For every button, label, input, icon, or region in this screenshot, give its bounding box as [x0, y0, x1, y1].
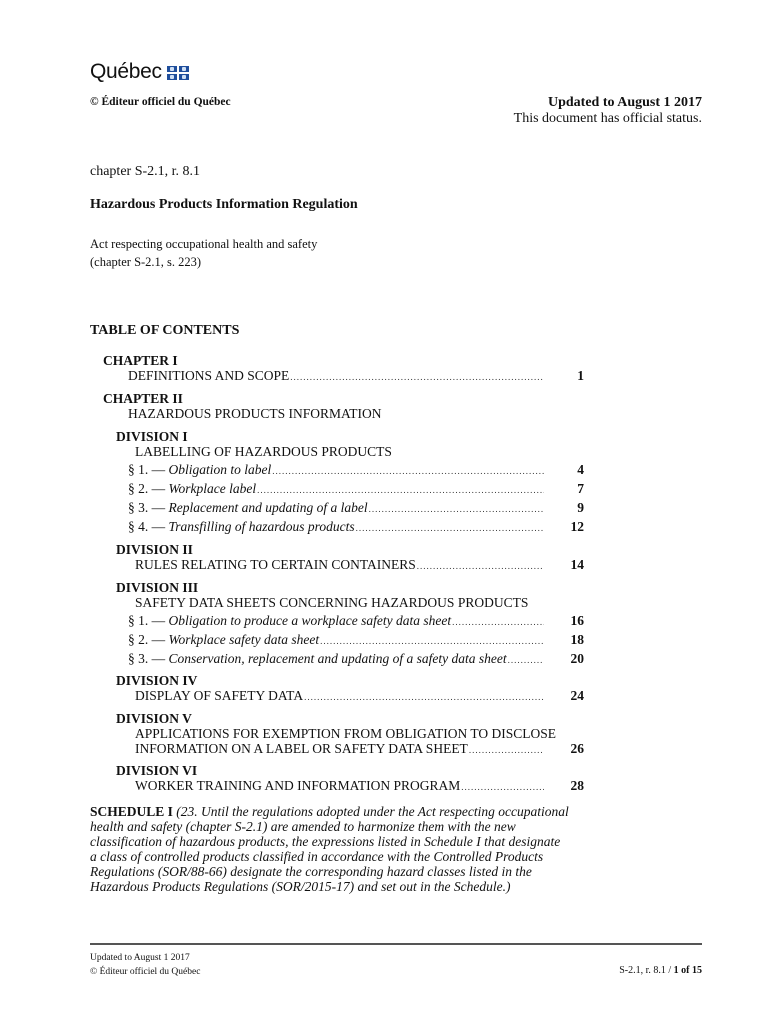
update-status [514, 95, 702, 127]
section-title: Obligation to produce a workplace safety data sheet [168, 613, 452, 628]
leader-dots [508, 653, 544, 668]
leader-dots [417, 559, 544, 574]
leader-dots [356, 521, 544, 536]
page-number: 28 [570, 778, 584, 793]
toc-entry-worker-training[interactable] [135, 778, 584, 795]
footer-left [90, 951, 200, 979]
toc-entry-text: DEFINITIONS AND SCOPE [128, 368, 290, 383]
page-number: 20 [570, 651, 584, 666]
toc-section-obligation-label[interactable] [128, 462, 584, 479]
footer-editor: © Éditeur officiel du Québec [90, 967, 201, 977]
toc-section-conservation-sds[interactable] [128, 651, 584, 668]
section-number: § 1. — [128, 462, 169, 477]
document-title: Hazardous Products Information Regulation [90, 197, 358, 212]
page-number: 14 [570, 557, 584, 572]
toc-division-4-label: DIVISION IV [116, 673, 198, 688]
toc-section-workplace-sds[interactable] [128, 632, 584, 649]
act-name: Act respecting occupational health and safety [90, 237, 318, 251]
page-number: 16 [570, 613, 584, 628]
page-number: 18 [570, 632, 584, 647]
leader-dots [257, 483, 544, 498]
leader-dots [304, 690, 544, 705]
footer-page-ref [619, 965, 702, 976]
section-number: § 4. — [128, 519, 169, 534]
act-citation: (chapter S-2.1, s. 223) [90, 255, 202, 269]
publisher-label: © Éditeur officiel du Québec [90, 96, 231, 108]
section-number: § 3. — [128, 651, 169, 666]
toc-entry-text: RULES RELATING TO CERTAIN CONTAINERS [135, 557, 416, 572]
section-number: § 2. — [128, 481, 169, 496]
toc-entry-safety-data-sheets[interactable]: SAFETY DATA SHEETS CONCERNING HAZARDOUS PRODUCTS [135, 595, 529, 610]
footer-updated: Updated to August 1 2017 [90, 953, 190, 963]
toc-section-obligation-sds[interactable] [128, 613, 584, 630]
toc-chapter-2-label: CHAPTER II [103, 391, 183, 406]
section-title: Conservation, replacement and updating of a safety data sheet [168, 651, 507, 666]
section-title: Transfilling of hazardous products [168, 519, 355, 534]
toc-section-replacement-label[interactable] [128, 500, 584, 517]
page-number: 4 [577, 462, 584, 477]
leader-dots [369, 502, 544, 517]
page-number: 9 [577, 500, 584, 515]
quebec-logo [90, 60, 189, 84]
page-number: 7 [577, 481, 584, 496]
toc-section-transfilling[interactable] [128, 519, 584, 536]
official-status: This document has official status. [513, 111, 702, 126]
page-number: 12 [570, 519, 584, 534]
toc-entry-labelling[interactable]: LABELLING OF HAZARDOUS PRODUCTS [135, 444, 392, 459]
toc-entry-hazardous-info[interactable]: HAZARDOUS PRODUCTS INFORMATION [128, 406, 382, 421]
leader-dots [272, 464, 544, 479]
toc-division-1-label: DIVISION I [116, 429, 188, 444]
footer-chapter-ref: S-2.1, r. 8.1 / [619, 965, 674, 976]
toc-entry-text: INFORMATION ON A LABEL OR SAFETY DATA SHEET [135, 741, 468, 756]
section-title: Workplace safety data sheet [168, 632, 320, 647]
leader-dots [469, 743, 544, 758]
section-number: § 2. — [128, 632, 169, 647]
toc-entry-containers[interactable] [135, 557, 584, 574]
toc-entry-definitions[interactable] [128, 368, 584, 385]
toc-entry-exemption-line1[interactable]: APPLICATIONS FOR EXEMPTION FROM OBLIGATION TO DISCLOSE [135, 726, 557, 741]
leader-dots [461, 780, 544, 795]
section-title: Obligation to label [168, 462, 272, 477]
leader-dots [452, 615, 544, 630]
section-title: Replacement and updating of a label [168, 500, 368, 515]
section-number: § 3. — [128, 500, 169, 515]
leader-dots [290, 370, 544, 385]
page-number: 24 [570, 688, 584, 703]
section-title: Workplace label [168, 481, 257, 496]
toc-entry-exemption-line2[interactable] [135, 741, 584, 758]
toc-entry-text: DISPLAY OF SAFETY DATA [135, 688, 304, 703]
schedule-label: SCHEDULE I [90, 804, 173, 819]
page-number: 26 [570, 741, 584, 756]
chapter-reference: chapter S-2.1, r. 8.1 [90, 164, 201, 179]
page-indicator: 1 of 15 [673, 965, 702, 976]
logo-wordmark: Québec [90, 60, 162, 83]
toc-entry-display-safety-data[interactable] [135, 688, 584, 705]
schedule-entry[interactable] [90, 804, 570, 894]
toc-chapter-1-label: CHAPTER I [103, 353, 178, 368]
updated-date: Updated to August 1 2017 [547, 95, 702, 110]
enabling-act [90, 235, 317, 271]
schedule-note: (23. Until the regulations adopted under the Act respecting occupational health and safety (chapter S-2.1) are amended to harmonize them with the new classification of hazardous products, the expressions listed in Schedule I that designate a class of controlled products classified in accordance with the Controlled Products Regulations (SOR/88-66) designate the corresponding hazard classes listed in the Hazardous Products Regulations (SOR/2015-17) and set out in the Schedule.) [90, 804, 569, 894]
toc-division-5-label: DIVISION V [116, 711, 192, 726]
footer-divider [90, 943, 702, 945]
section-number: § 1. — [128, 613, 169, 628]
quebec-flag-icon [167, 66, 189, 80]
toc-division-2-label: DIVISION II [116, 542, 193, 557]
toc-heading: TABLE OF CONTENTS [90, 323, 240, 338]
toc-entry-text: WORKER TRAINING AND INFORMATION PROGRAM [135, 778, 461, 793]
leader-dots [320, 634, 544, 649]
toc-division-3-label: DIVISION III [116, 580, 199, 595]
toc-section-workplace-label[interactable] [128, 481, 584, 498]
toc-division-6-label: DIVISION VI [116, 763, 198, 778]
page-number: 1 [577, 368, 584, 383]
